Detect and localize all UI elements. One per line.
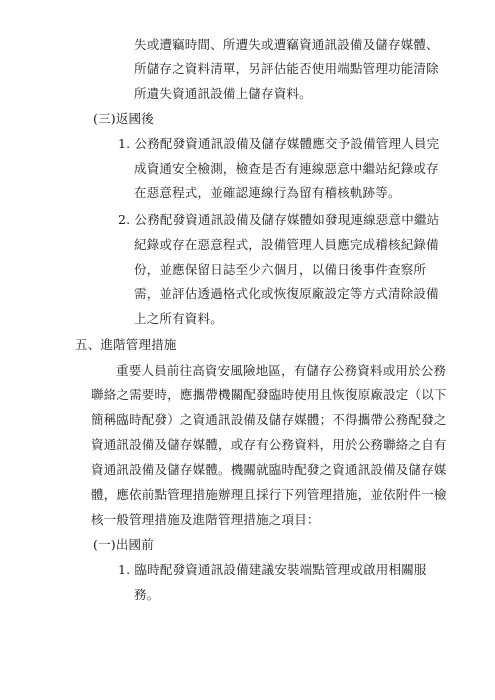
- list-item-text-line: 上之所有資料。: [134, 311, 223, 326]
- list-item-text-line: 在惡意程式，並確認連線行為留有稽核軌跡等。: [134, 185, 401, 200]
- paragraph-text-line: 核一般管理措施及進階管理措施之項目：: [91, 512, 320, 527]
- paragraph-text-line: 聯絡之需要時，應攜帶機關配發臨時使用且恢復原廠設定（以下: [91, 387, 447, 402]
- list-item-text-line: 紀錄或存在惡意程式，設備管理人員應完成稽核紀錄備: [134, 237, 439, 252]
- paragraph-text-line: 資通訊設備及儲存媒體。機關就臨時配發之資通訊設備及儲存媒: [91, 462, 447, 477]
- subsection-heading-before-departure: (一)出國前: [93, 537, 154, 552]
- list-item-text-line: 1. 臨時配發資通訊設備建議安裝端點管理或啟用相關服: [118, 562, 427, 577]
- paragraph-text-line: 簡稱臨時配發）之資通訊設備及儲存媒體；不得攜帶公務配發之: [91, 412, 447, 427]
- paragraph-text-line: 重要人員前往高資安風險地區，有儲存公務資料或用於公務: [116, 363, 447, 378]
- body-text-line: 所遺失資通訊設備上儲存資料。: [134, 86, 312, 101]
- list-item-text-line: 2. 公務配發資通訊設備及儲存媒體如發現連線惡意中繼站: [118, 212, 440, 227]
- list-item-text-line: 份，並應保留日誌至少六個月，以備日後事件查察所: [134, 262, 427, 277]
- paragraph-text-line: 資通訊設備及儲存媒體，或存有公務資料，用於公務聯絡之自有: [91, 437, 447, 452]
- paragraph-text-line: 體，應依前點管理措施辦理且採行下列管理措施，並依附件一檢: [91, 487, 447, 502]
- section-heading-advanced: 五、進階管理措施: [75, 337, 177, 352]
- list-item-text-line: 成資通安全檢測，檢查是否有連線惡意中繼站紀錄或存: [134, 161, 439, 176]
- list-item-text-line: 需，並評估透過格式化或恢復原廠設定等方式清除設備: [134, 286, 439, 301]
- list-item-text-line: 務。: [134, 587, 160, 602]
- section-heading-return: (三)返國後: [93, 111, 154, 126]
- list-item-text-line: 1. 公務配發資通訊設備及儲存媒體應交予設備管理人員完: [118, 136, 440, 151]
- body-text-line: 失或遭竊時間、所遭失或遭竊資通訊設備及儲存媒體、: [134, 37, 439, 52]
- body-text-line: 所儲存之資料清單，另評估能否使用端點管理功能清除: [134, 61, 439, 76]
